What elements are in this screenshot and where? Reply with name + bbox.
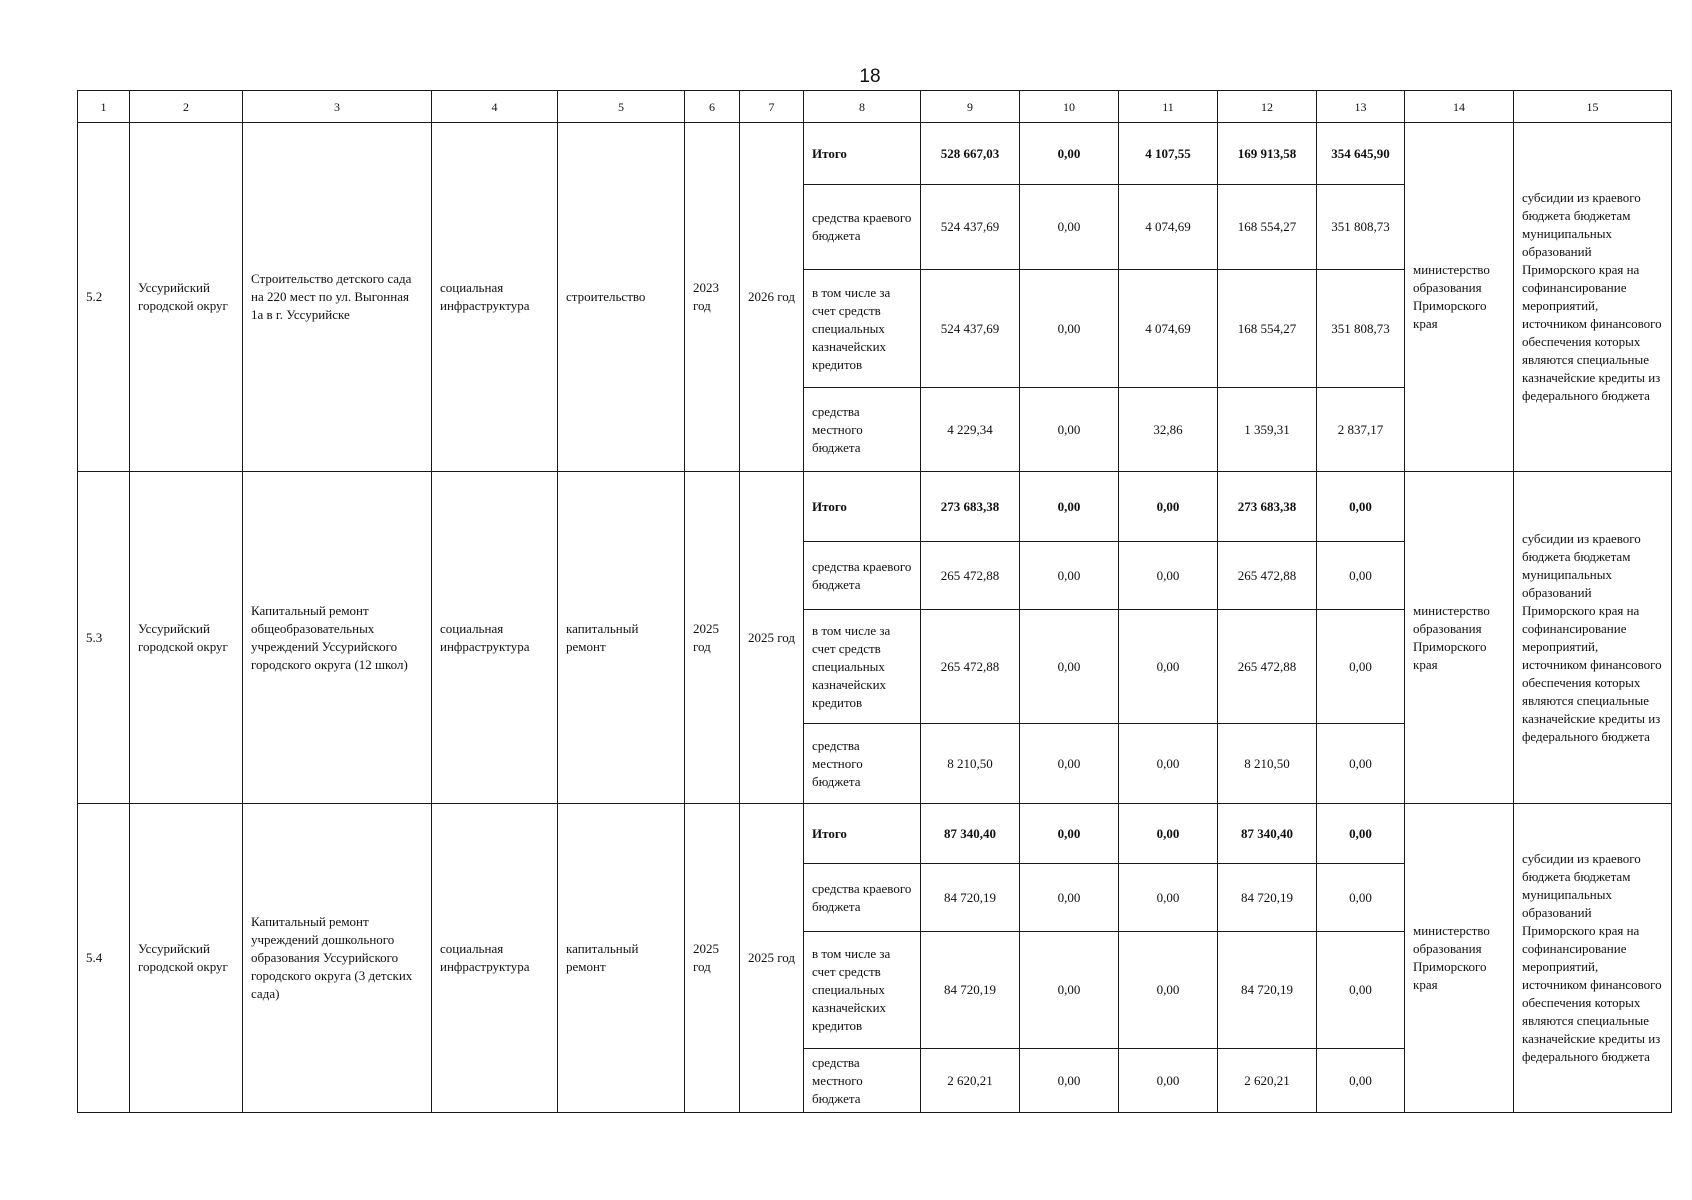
object-cell: Строительство детского сада на 220 мест по ул. Выгонная 1а в г. Уссурийске	[243, 123, 432, 472]
funding-source-cell: средства местного бюджета	[804, 1049, 921, 1113]
value-cell: 84 720,19	[921, 932, 1020, 1049]
work-type-cell: капитальный ремонт	[558, 472, 685, 804]
value-cell: 168 554,27	[1218, 270, 1317, 388]
column-header: 3	[243, 91, 432, 123]
value-cell: 84 720,19	[921, 864, 1020, 932]
value-cell: 0,00	[1317, 472, 1405, 542]
year-end-cell: 2025 год	[740, 804, 804, 1113]
year-start-cell: 2025 год	[685, 804, 740, 1113]
value-cell: 0,00	[1020, 123, 1119, 185]
value-cell: 265 472,88	[921, 542, 1020, 610]
column-header: 7	[740, 91, 804, 123]
note-cell: субсидии из краевого бюджета бюджетам муниципальных образований Приморского края на софинансирование мероприятий, источником финансового обеспечения которых являются специальные казначейские кредиты из федерального бюджета	[1514, 804, 1672, 1113]
value-cell: 0,00	[1317, 804, 1405, 864]
column-header: 11	[1119, 91, 1218, 123]
value-cell: 0,00	[1119, 864, 1218, 932]
value-cell: 0,00	[1020, 542, 1119, 610]
ministry-cell: министерство образования Приморского края	[1405, 804, 1514, 1113]
value-cell: 265 472,88	[1218, 610, 1317, 724]
value-cell: 32,86	[1119, 388, 1218, 472]
value-cell: 0,00	[1317, 542, 1405, 610]
column-header: 14	[1405, 91, 1514, 123]
sphere-cell: социальная инфраструктура	[432, 123, 558, 472]
value-cell: 0,00	[1119, 932, 1218, 1049]
value-cell: 0,00	[1020, 724, 1119, 804]
value-cell: 0,00	[1119, 1049, 1218, 1113]
column-header: 4	[432, 91, 558, 123]
page-number: 18	[859, 66, 881, 87]
table-row	[78, 804, 1672, 864]
value-cell: 2 620,21	[1218, 1049, 1317, 1113]
value-cell: 0,00	[1020, 932, 1119, 1049]
value-cell: 168 554,27	[1218, 185, 1317, 270]
value-cell: 0,00	[1119, 542, 1218, 610]
value-cell: 0,00	[1020, 185, 1119, 270]
value-cell: 0,00	[1119, 804, 1218, 864]
item-number: 5.2	[78, 123, 130, 472]
funding-source-cell: в том числе за счет средств специальных казначейских кредитов	[804, 610, 921, 724]
year-start-cell: 2023 год	[685, 123, 740, 472]
municipality-cell: Уссурийский городской округ	[130, 472, 243, 804]
value-cell: 8 210,50	[1218, 724, 1317, 804]
value-cell: 4 229,34	[921, 388, 1020, 472]
funding-source-cell: в том числе за счет средств специальных казначейских кредитов	[804, 270, 921, 388]
year-start-cell: 2025 год	[685, 472, 740, 804]
value-cell: 0,00	[1317, 724, 1405, 804]
value-cell: 265 472,88	[921, 610, 1020, 724]
value-cell: 524 437,69	[921, 185, 1020, 270]
column-header: 5	[558, 91, 685, 123]
note-cell: субсидии из краевого бюджета бюджетам муниципальных образований Приморского края на софинансирование мероприятий, источником финансового обеспечения которых являются специальные казначейские кредиты из федерального бюджета	[1514, 472, 1672, 804]
value-cell: 265 472,88	[1218, 542, 1317, 610]
value-cell: 0,00	[1020, 472, 1119, 542]
ministry-cell: министерство образования Приморского края	[1405, 123, 1514, 472]
table-row	[78, 472, 1672, 542]
value-cell: 169 913,58	[1218, 123, 1317, 185]
value-cell: 84 720,19	[1218, 864, 1317, 932]
value-cell: 351 808,73	[1317, 270, 1405, 388]
municipality-cell: Уссурийский городской округ	[130, 123, 243, 472]
sphere-cell: социальная инфраструктура	[432, 472, 558, 804]
column-header: 9	[921, 91, 1020, 123]
funding-source-cell: средства краевого бюджета	[804, 864, 921, 932]
funding-source-cell: средства местного бюджета	[804, 724, 921, 804]
column-number-row	[78, 91, 1672, 123]
funding-source-cell: средства местного бюджета	[804, 388, 921, 472]
funding-source-cell: средства краевого бюджета	[804, 185, 921, 270]
value-cell: 0,00	[1020, 610, 1119, 724]
value-cell: 0,00	[1119, 610, 1218, 724]
value-cell: 4 074,69	[1119, 270, 1218, 388]
column-header: 2	[130, 91, 243, 123]
value-cell: 0,00	[1317, 932, 1405, 1049]
value-cell: 0,00	[1317, 1049, 1405, 1113]
value-cell: 87 340,40	[921, 804, 1020, 864]
work-type-cell: капитальный ремонт	[558, 804, 685, 1113]
value-cell: 1 359,31	[1218, 388, 1317, 472]
funding-source-cell: в том числе за счет средств специальных казначейских кредитов	[804, 932, 921, 1049]
sphere-cell: социальная инфраструктура	[432, 804, 558, 1113]
value-cell: 2 620,21	[921, 1049, 1020, 1113]
column-header: 8	[804, 91, 921, 123]
value-cell: 351 808,73	[1317, 185, 1405, 270]
item-number: 5.4	[78, 804, 130, 1113]
value-cell: 0,00	[1119, 472, 1218, 542]
ministry-cell: министерство образования Приморского края	[1405, 472, 1514, 804]
column-header: 15	[1514, 91, 1672, 123]
column-header: 6	[685, 91, 740, 123]
value-cell: 8 210,50	[921, 724, 1020, 804]
value-cell: 0,00	[1020, 270, 1119, 388]
column-header: 12	[1218, 91, 1317, 123]
value-cell: 0,00	[1317, 610, 1405, 724]
value-cell: 0,00	[1119, 724, 1218, 804]
item-number: 5.3	[78, 472, 130, 804]
value-cell: 0,00	[1317, 864, 1405, 932]
funding-source-cell: средства краевого бюджета	[804, 542, 921, 610]
value-cell: 273 683,38	[921, 472, 1020, 542]
note-cell: субсидии из краевого бюджета бюджетам муниципальных образований Приморского края на софинансирование мероприятий, источником финансового обеспечения которых являются специальные казначейские кредиты из федерального бюджета	[1514, 123, 1672, 472]
work-type-cell: строительство	[558, 123, 685, 472]
value-cell: 0,00	[1020, 804, 1119, 864]
funding-source-cell: Итого	[804, 472, 921, 542]
value-cell: 2 837,17	[1317, 388, 1405, 472]
column-header: 13	[1317, 91, 1405, 123]
value-cell: 273 683,38	[1218, 472, 1317, 542]
funding-table	[77, 90, 1672, 1113]
value-cell: 4 074,69	[1119, 185, 1218, 270]
column-header: 10	[1020, 91, 1119, 123]
value-cell: 87 340,40	[1218, 804, 1317, 864]
column-header: 1	[78, 91, 130, 123]
value-cell: 354 645,90	[1317, 123, 1405, 185]
table-row	[78, 123, 1672, 185]
year-end-cell: 2025 год	[740, 472, 804, 804]
value-cell: 4 107,55	[1119, 123, 1218, 185]
object-cell: Капитальный ремонт учреждений дошкольного образования Уссурийского городского округа (3 детских сада)	[243, 804, 432, 1113]
value-cell: 524 437,69	[921, 270, 1020, 388]
funding-source-cell: Итого	[804, 804, 921, 864]
funding-source-cell: Итого	[804, 123, 921, 185]
value-cell: 528 667,03	[921, 123, 1020, 185]
value-cell: 0,00	[1020, 388, 1119, 472]
value-cell: 0,00	[1020, 864, 1119, 932]
municipality-cell: Уссурийский городской округ	[130, 804, 243, 1113]
year-end-cell: 2026 год	[740, 123, 804, 472]
object-cell: Капитальный ремонт общеобразовательных учреждений Уссурийского городского округа (12 школ)	[243, 472, 432, 804]
value-cell: 0,00	[1020, 1049, 1119, 1113]
value-cell: 84 720,19	[1218, 932, 1317, 1049]
